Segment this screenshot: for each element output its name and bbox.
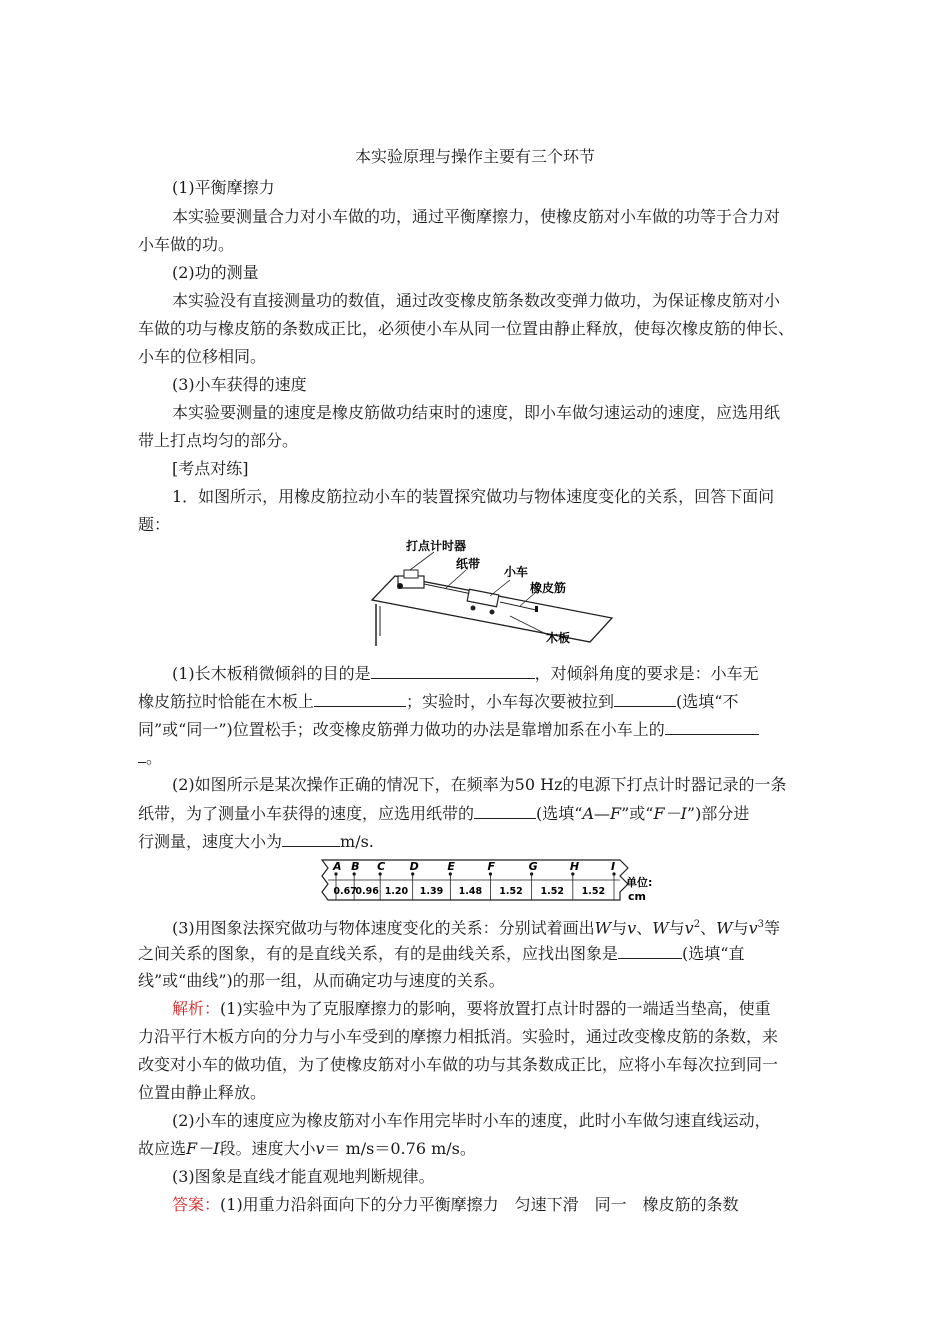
label-band: 橡皮筋: [530, 581, 567, 595]
q2-line: (2)如图所示是某次操作正确的情况下，在频率为50 Hz的电源下打点计时器记录的一条: [172, 775, 787, 794]
answer-label: 答案：: [172, 1195, 221, 1214]
label-timer: 打点计时器: [406, 539, 467, 553]
tape-distance-label: 1.20: [384, 886, 409, 897]
tape-point-label: H: [569, 860, 580, 873]
analysis-line: 改变对小车的做功值，为了使橡皮筋对小车做的功与其条数成正比，应将小车每次拉到同一: [138, 1055, 779, 1074]
q1-blank-motion[interactable]: [314, 690, 406, 707]
q3-line: 线”或“曲线”)的那一组，从而确定功与速度的关系。: [138, 971, 505, 990]
section-2-title: (2)功的测量: [172, 263, 259, 282]
label-board: 木板: [546, 631, 571, 645]
apparatus-figure: [360, 536, 620, 650]
analysis-label: 解析：: [172, 999, 221, 1018]
q1-blank-purpose[interactable]: [371, 662, 535, 679]
tape-distance-label: 1.52: [499, 886, 523, 897]
q1-blank-method[interactable]: [665, 718, 759, 735]
tape-unit: cm: [628, 890, 646, 903]
section-2-line: 小车的位移相同。: [138, 347, 267, 366]
tape-distance-label: 1.52: [581, 886, 606, 897]
tape-point-label: E: [447, 860, 455, 873]
tape-point-label: G: [528, 860, 538, 873]
q1-line: 。: [138, 746, 162, 769]
tape-point-label: F: [487, 860, 495, 873]
section-3-line: 带上打点均匀的部分。: [138, 431, 299, 450]
analysis-line: 解析：(1)实验中为了克服摩擦力的影响，要将放置打点计时器的一端适当垫高，使重: [172, 999, 771, 1018]
q1-line: (1)长木板稍微倾斜的目的是 ，对倾斜角度的要求是：小车无: [172, 664, 759, 683]
practice-tag: [考点对练]: [172, 459, 249, 478]
section-1-title: (1)平衡摩擦力: [172, 178, 275, 197]
page-heading: 本实验原理与操作主要有三个环节: [354, 147, 595, 166]
question-stem: 1．如图所示，用橡皮筋拉动小车的装置探究做功与物体速度变化的关系，回答下面问: [172, 487, 775, 506]
q1-blank-position[interactable]: [614, 690, 676, 707]
section-1-line: 小车做的功。: [138, 235, 235, 254]
tape-point-label: C: [377, 860, 386, 873]
q2-blank-speed[interactable]: [282, 830, 340, 847]
q1-line: 橡皮筋拉时恰能在木板上 ；实验时，小车每次要被拉到 (选填“不: [138, 692, 739, 711]
analysis-line: (2)小车的速度应为橡皮筋对小车作用完毕时小车的速度，此时小车做匀速直线运动，: [172, 1111, 771, 1130]
q2-line: 纸带，为了测量小车获得的速度，应选用纸带的 (选填“A—F”或“F－I”)部分进: [138, 804, 750, 823]
tape-distance-label: 1.52: [540, 886, 564, 897]
tape-point-label: I: [611, 860, 616, 873]
section-3-title: (3)小车获得的速度: [172, 375, 307, 394]
tape-distance-label: 1.39: [419, 886, 444, 897]
section-1-line: 本实验要测量合力对小车做的功，通过平衡摩擦力，使橡皮筋对小车做的功等于合力对: [172, 207, 781, 226]
analysis-line: 力沿平行木板方向的分力与小车受到的摩擦力相抵消。实验时，通过改变橡皮筋的条数，来: [138, 1027, 779, 1046]
q3-line: 之间关系的图象，有的是直线关系，有的是曲线关系，应找出图象是 (选填“直: [138, 944, 745, 963]
tape-point-label: B: [351, 860, 360, 873]
q1-line: 同”或“同一”)位置松手；改变橡皮筋弹力做功的办法是靠增加系在小车上的: [138, 718, 759, 741]
section-3-line: 本实验要测量的速度是橡皮筋做功结束时的速度，即小车做匀速运动的速度，应选用纸: [172, 403, 781, 422]
answer-line: 答案：(1)用重力沿斜面向下的分力平衡摩擦力 匀速下滑 同一 橡皮筋的条数: [172, 1195, 739, 1214]
tape-point-label: A: [333, 860, 342, 873]
analysis-line: 位置由静止释放。: [138, 1083, 267, 1102]
q3-blank-graph[interactable]: [618, 942, 682, 959]
section-2-line: 车做的功与橡皮筋的条数成正比，必须使小车从同一位置由静止释放，使每次橡皮筋的伸长、: [138, 319, 795, 338]
tape-unit-label: 单位:: [626, 876, 653, 889]
tape-distance-label: 0.67: [333, 886, 357, 897]
q2-blank-segment[interactable]: [474, 802, 536, 819]
paper-tape-figure: [318, 856, 668, 906]
label-tape: 纸带: [456, 557, 481, 571]
q2-line: 行测量，速度大小为 m/s.: [138, 832, 374, 851]
analysis-line: (3)图象是直线才能直观地判断规律。: [172, 1167, 435, 1186]
tape-point-label: D: [409, 860, 419, 873]
question-stem: 题：: [138, 515, 171, 534]
q3-line: (3)用图象法探究做功与物体速度变化的关系：分别试着画出W与v、W与$v^2$、W与$v^3$等: [172, 918, 781, 938]
tape-distance-label: 1.48: [458, 886, 483, 897]
section-2-line: 本实验没有直接测量功的数值，通过改变橡皮筋条数改变弹力做功，为保证橡皮筋对小: [172, 291, 781, 310]
label-cart: 小车: [504, 565, 529, 579]
analysis-line: 故应选F－I段。速度大小v＝ m/s＝0.76 m/s。: [138, 1139, 476, 1158]
tape-distance-label: 0.96: [355, 886, 379, 897]
